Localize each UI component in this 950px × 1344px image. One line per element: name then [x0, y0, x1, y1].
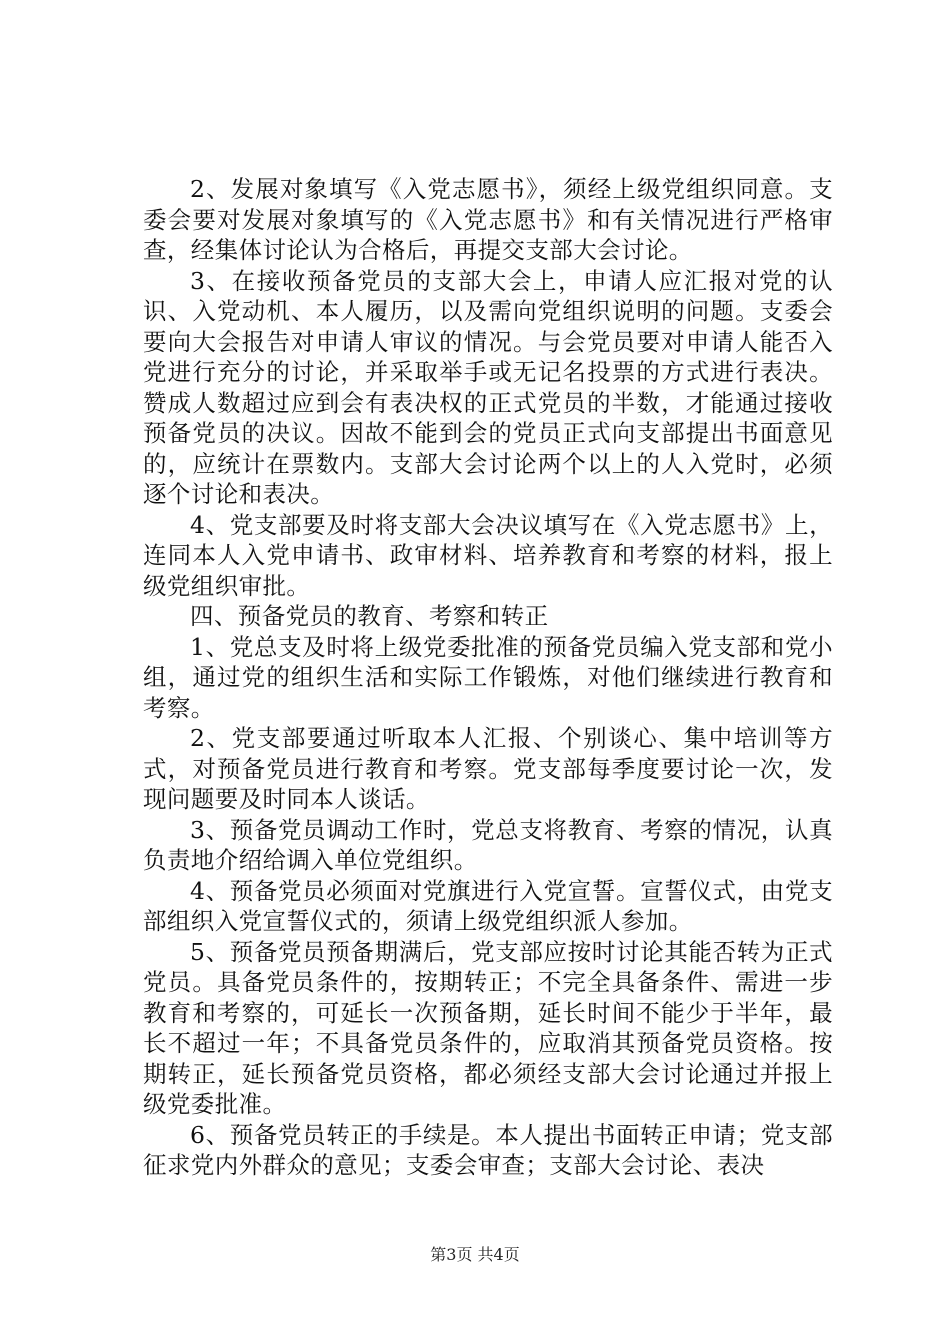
page-number-footer: 第3页 共4页 [430, 1245, 520, 1264]
document-body [143, 174, 833, 1181]
paragraph: 1、党总支及时将上级党委批准的预备党员编入党支部和党小组，通过党的组织生活和实际工作锻炼，对他们继续进行教育和考察。 [143, 632, 833, 722]
paragraph: 2、党支部要通过听取本人汇报、个别谈心、集中培训等方式，对预备党员进行教育和考察。党支部每季度要讨论一次，发现问题要及时同本人谈话。 [143, 724, 833, 813]
paragraph: 4、预备党员必须面对党旗进行入党宣誓。宣誓仪式，由党支部组织入党宣誓仪式的，须请上级党组织派人参加。 [143, 876, 833, 935]
paragraph: 5、预备党员预备期满后，党支部应按时讨论其能否转为正式党员。具备党员条件的，按期转正；不完全具备条件、需进一步教育和考察的，可延长一次预备期，延长时间不能少于半年，最长不超过一年；不具备党员条件的，应取消其预备党员资格。按期转正，延长预备党员资格，都必须经支部大会讨论通过并报上级党委批准。 [143, 937, 833, 1118]
paragraph: 3、在接收预备党员的支部大会上，申请人应汇报对党的认识、入党动机、本人履历，以及需向党组织说明的问题。支委会要向大会报告对申请人审议的情况。与会党员要对申请人能否入党进行充分的讨论，并采取举手或无记名投票的方式进行表决。赞成人数超过应到会有表决权的正式党员的半数，才能通过接收预备党员的决议。因故不能到会的党员正式向支部提出书面意见的，应统计在票数内。支部大会讨论两个以上的人入党时，必须逐个讨论和表决。 [143, 266, 833, 508]
paragraph: 2、发展对象填写《入党志愿书》，须经上级党组织同意。支委会要对发展对象填写的《入党志愿书》和有关情况进行严格审查，经集体讨论认为合格后，再提交支部大会讨论。 [143, 175, 833, 264]
paragraph: 6、预备党员转正的手续是。本人提出书面转正申请；党支部征求党内外群众的意见；支委会审查；支部大会讨论、表决 [143, 1120, 833, 1179]
paragraph: 4、党支部要及时将支部大会决议填写在《入党志愿书》上，连同本人入党申请书、政审材料、培养教育和考察的材料，报上级党组织审批。 [143, 510, 833, 600]
section-heading: 四、预备党员的教育、考察和转正 [190, 602, 549, 630]
paragraph: 3、预备党员调动工作时，党总支将教育、考察的情况，认真负责地介绍给调入单位党组织。 [143, 815, 833, 874]
